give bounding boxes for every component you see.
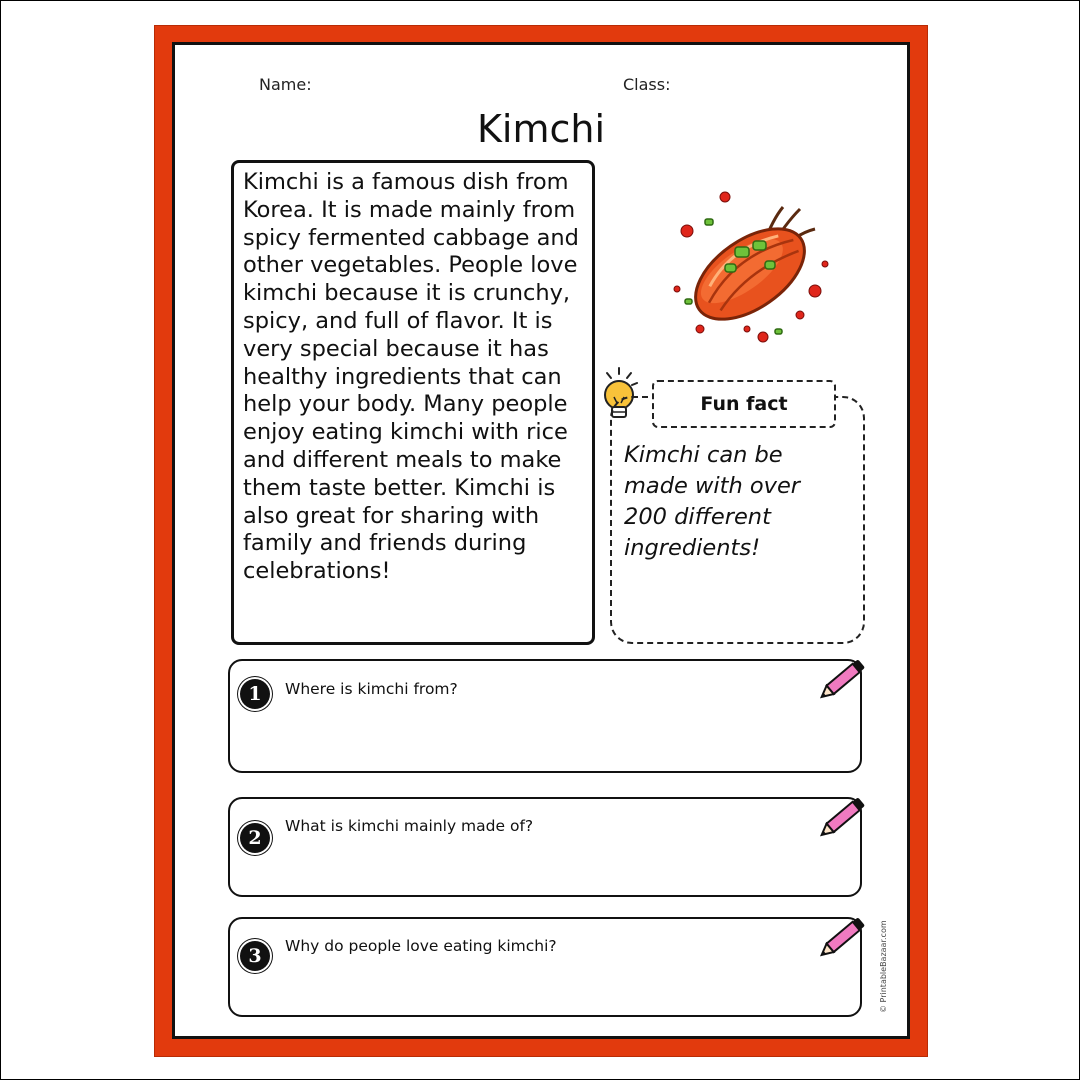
- fun-fact-heading: Fun fact: [652, 380, 836, 428]
- pencil-icon: [818, 914, 872, 958]
- class-label: Class:: [623, 75, 671, 94]
- question-2-box[interactable]: [228, 797, 862, 897]
- reading-passage: Kimchi is a famous dish from Korea. It is made mainly from spicy fermented cabbage and other vegetables. People love kimchi because it is crunchy, spicy, and full of flavor. It is very special because it has healthy ingredients that can help your body. Many people enjoy eating kimchi with rice and different meals to make them taste better. Kimchi is also great for sharing with family and friends during celebrations!: [243, 169, 579, 585]
- worksheet: [172, 42, 910, 1039]
- pencil-icon: [818, 656, 872, 700]
- question-text: Why do people love eating kimchi?: [285, 937, 557, 955]
- question-number: 1: [240, 679, 270, 709]
- question-text: Where is kimchi from?: [285, 680, 458, 698]
- kimchi-illustration: [665, 179, 835, 349]
- question-number: 2: [240, 823, 270, 853]
- question-text: What is kimchi mainly made of?: [285, 817, 534, 835]
- fun-fact-text: Kimchi can be made with over 200 different ingredients!: [624, 442, 801, 561]
- worksheet-border: [154, 25, 928, 1057]
- pencil-icon: [818, 794, 872, 838]
- name-label: Name:: [259, 75, 312, 94]
- question-number: 3: [240, 941, 270, 971]
- reading-passage-box: [231, 160, 595, 645]
- question-1-box[interactable]: [228, 659, 862, 773]
- copyright-text: © PrintableBazaar.com: [879, 920, 888, 1013]
- page-title: Kimchi: [476, 107, 606, 151]
- question-3-box[interactable]: [228, 917, 862, 1017]
